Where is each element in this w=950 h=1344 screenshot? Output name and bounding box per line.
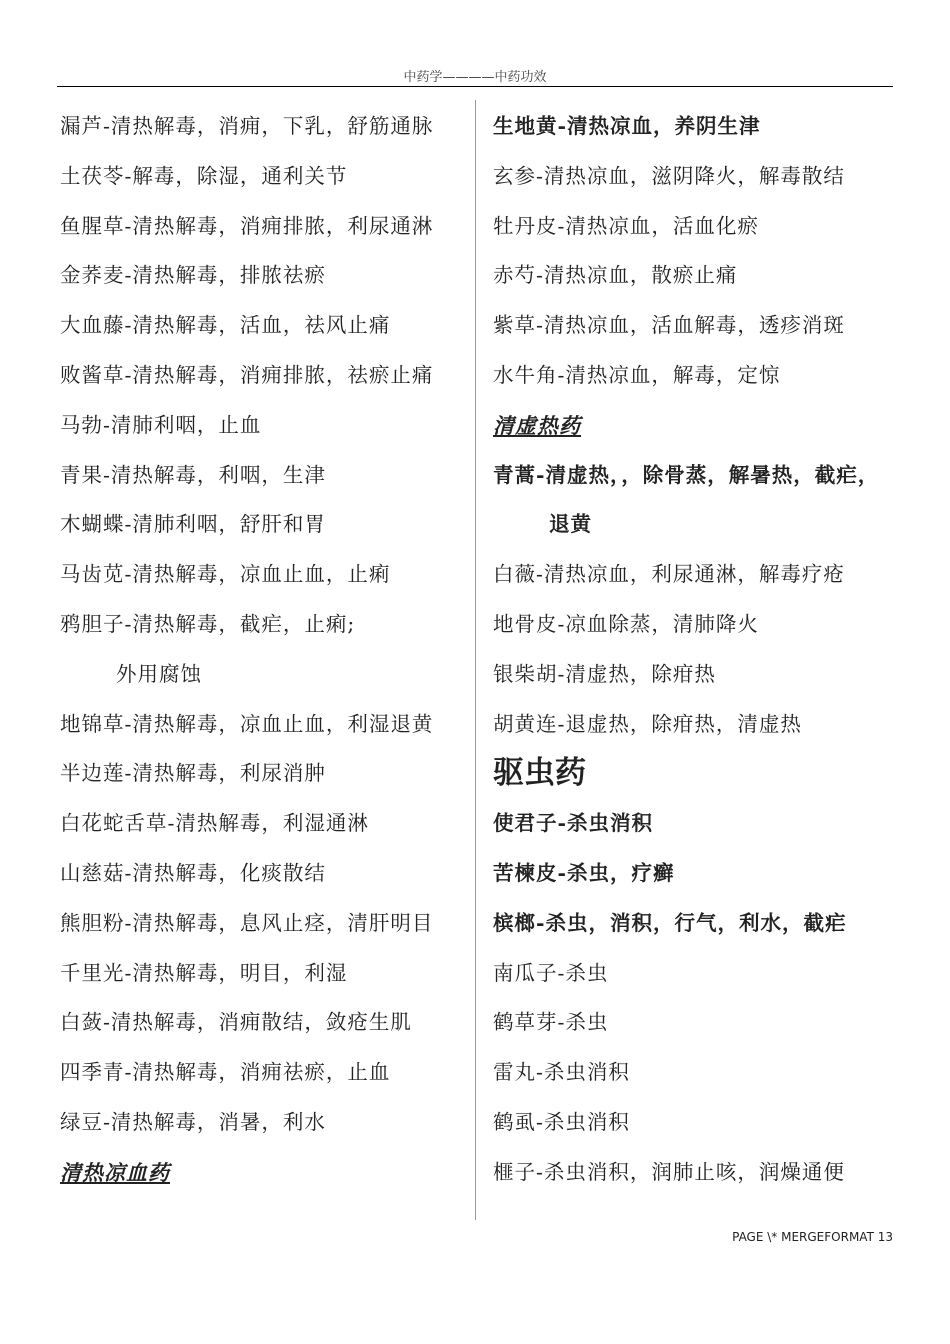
herb-entry: 紫草-清热凉血，活血解毒，透疹消斑: [493, 313, 845, 338]
right-column: [493, 102, 913, 1198]
herb-entry: 银柴胡-清虚热，除疳热: [493, 661, 716, 686]
column-divider: [475, 100, 476, 1220]
herb-entry: 漏芦-清热解毒，消痈，下乳，舒筋通脉: [60, 114, 434, 138]
herb-entry: 半边莲-清热解毒，利尿消肿: [60, 761, 326, 786]
herb-entry: 胡黄连-退虚热，除疳热，清虚热: [493, 711, 802, 736]
herb-entry: 鹤草芽-杀虫: [493, 1010, 609, 1035]
herb-entry: 青果-清热解毒，利咽，生津: [60, 462, 326, 487]
herb-entry: 败酱草-清热解毒，消痈排脓，祛瘀止痛: [60, 362, 434, 387]
herb-entry: 千里光-清热解毒，明目，利湿: [60, 960, 348, 985]
herb-entry: 玄参-清热凉血，滋阴降火，解毒散结: [493, 163, 845, 188]
section-heading: 清热凉血药: [60, 1159, 170, 1185]
herb-entry: 熊胆粉-清热解毒，息风止痉，清肝明目: [60, 910, 434, 935]
herb-entry: 金荞麦-清热解毒，排脓祛瘀: [60, 263, 326, 288]
left-column: [60, 102, 465, 1198]
herb-entry: 水牛角-清热凉血，解毒，定惊: [493, 362, 781, 387]
header-divider: [57, 86, 893, 87]
herb-entry: 白薇-清热凉血，利尿通淋，解毒疗疮: [493, 562, 845, 587]
herb-entry: 地骨皮-凉血除蒸，清肺降火: [493, 611, 759, 636]
herb-entry: 鱼腥草-清热解毒，消痈排脓，利尿通淋: [60, 213, 434, 238]
page-footer-field: PAGE \* MERGEFORMAT 13: [732, 1230, 893, 1244]
herb-entry: 绿豆-清热解毒，消暑，利水: [60, 1109, 326, 1134]
herb-entry: 榧子-杀虫消积，润肺止咳，润燥通便: [493, 1159, 845, 1184]
herb-entry: 地锦草-清热解毒，凉血止血，利湿退黄: [60, 711, 434, 736]
herb-entry-continuation: 退黄: [549, 512, 592, 537]
herb-entry-bold: 苦楝皮-杀虫，疗癣: [493, 860, 675, 885]
section-heading-large: 驱虫药: [493, 755, 586, 792]
herb-entry: 土茯苓-解毒，除湿，通利关节: [60, 163, 348, 188]
herb-entry: 赤芍-清热凉血，散瘀止痛: [493, 263, 738, 288]
herb-entry: 马勃-清肺利咽，止血: [60, 412, 262, 437]
herb-entry: 雷丸-杀虫消积: [493, 1060, 630, 1085]
herb-entry: 山慈菇-清热解毒，化痰散结: [60, 860, 326, 885]
herb-entry-bold: 使君子-杀虫消积: [493, 811, 654, 836]
herb-entry: 马齿苋-清热解毒，凉血止血，止痢: [60, 562, 391, 587]
herb-entry: 鹤虱-杀虫消积: [493, 1109, 630, 1134]
herb-entry-continuation: 外用腐蚀: [116, 661, 202, 686]
herb-entry: 鸦胆子-清热解毒，截疟，止痢;: [60, 611, 356, 636]
herb-entry: 四季青-清热解毒，消痈祛瘀，止血: [60, 1060, 391, 1085]
herb-entry: 白花蛇舌草-清热解毒，利湿通淋: [60, 811, 369, 836]
section-heading: 清虚热药: [493, 412, 581, 438]
herb-entry-bold: 槟榔-杀虫，消积，行气，利水，截疟: [493, 910, 847, 935]
herb-entry: 木蝴蝶-清肺利咽，舒肝和胃: [60, 512, 326, 537]
page-header-title: 中药学————中药功效: [403, 70, 547, 85]
herb-entry-bold: 青蒿-清虚热，，除骨蒸，解暑热，截疟，: [493, 462, 880, 487]
herb-entry-bold: 生地黄-清热凉血，养阴生津: [493, 114, 761, 138]
herb-entry: 白蔹-清热解毒，消痈散结，敛疮生肌: [60, 1010, 412, 1035]
herb-entry: 牡丹皮-清热凉血，活血化瘀: [493, 213, 759, 238]
herb-entry: 南瓜子-杀虫: [493, 960, 609, 985]
herb-entry: 大血藤-清热解毒，活血，祛风止痛: [60, 313, 391, 338]
